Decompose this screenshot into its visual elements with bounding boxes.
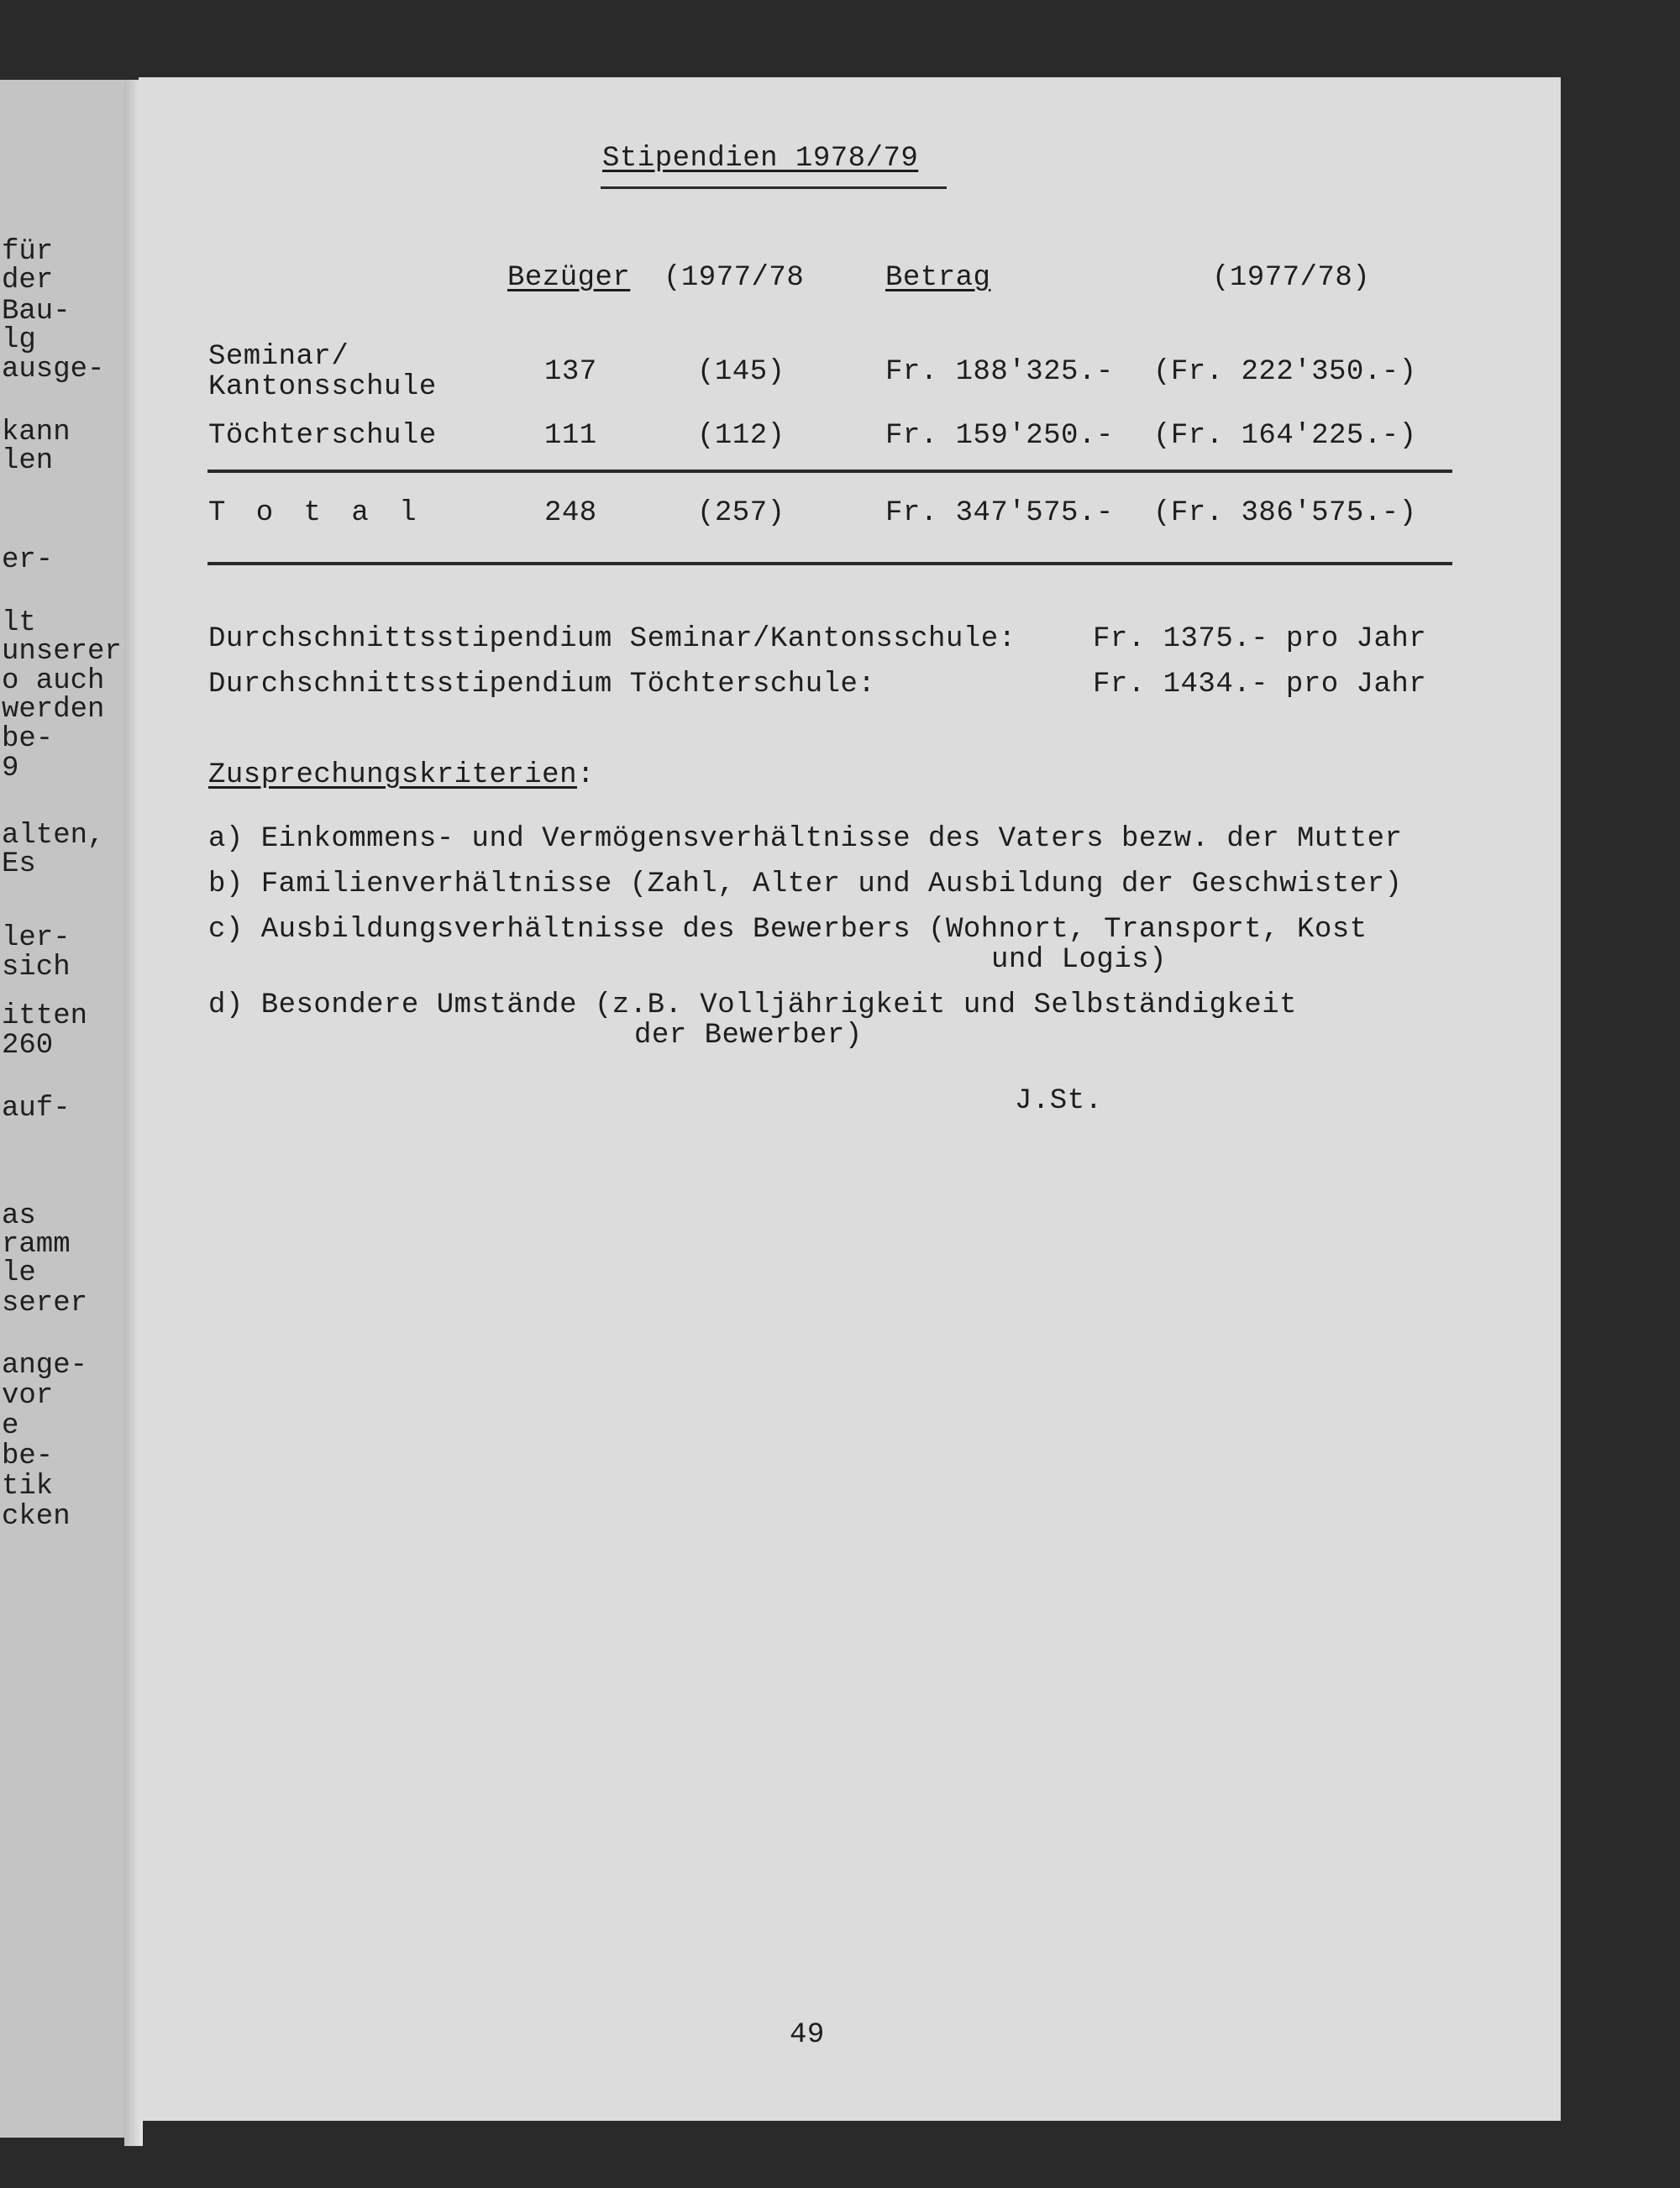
total-amount-prev: (Fr. 386'575.-) xyxy=(1153,497,1417,529)
criteria-item: c) Ausbildungsverhältnisse des Bewerbers (Wohnort, Transport, Kost xyxy=(208,914,1368,946)
left-page-text-fragment: auf- xyxy=(2,1093,71,1125)
row-label: Töchterschule xyxy=(208,420,437,452)
row-amount: Fr. 159'250.- xyxy=(885,420,1114,452)
average-value: Fr. 1434.- pro Jahr xyxy=(1093,669,1427,700)
table-rule-bottom xyxy=(207,562,1452,565)
left-page-text-fragment: lt xyxy=(2,607,36,639)
criteria-item: a) Einkommens- und Vermögensverhältnisse des Vaters bezw. der Mutter xyxy=(208,823,1403,855)
left-page-text-fragment: Es xyxy=(2,848,36,880)
criteria-item-continued: und Logis) xyxy=(991,944,1168,976)
left-page-text-fragment: unserer xyxy=(2,636,122,668)
header-amount: Betrag xyxy=(885,262,991,294)
row-amount-prev: (Fr. 222'350.-) xyxy=(1153,356,1417,388)
criteria-item: b) Familienverhältnisse (Zahl, Alter und Ausbildung der Geschwister) xyxy=(208,868,1403,900)
header-recipients: Bezüger xyxy=(507,262,631,294)
header-amount-prev: (1977/78) xyxy=(1212,262,1371,294)
left-page-text-fragment: serer xyxy=(2,1288,88,1320)
criteria-heading-colon: : xyxy=(576,759,595,791)
criteria-heading xyxy=(208,759,595,791)
total-recipients-prev: (257) xyxy=(697,497,785,529)
row-label: Kantonsschule xyxy=(208,371,437,403)
total-amount: Fr. 347'575.- xyxy=(885,497,1114,529)
row-label: Seminar/ xyxy=(208,341,349,373)
left-page-text-fragment: o auch xyxy=(2,665,105,697)
total-label: T o t a l xyxy=(208,497,423,529)
page-number: 49 xyxy=(790,2019,825,2051)
row-recipients: 111 xyxy=(544,420,597,452)
row-recipients: 137 xyxy=(544,356,597,388)
left-page-text-fragment: be- xyxy=(2,1440,54,1472)
left-page-text-fragment: le xyxy=(2,1257,36,1289)
title-underline xyxy=(601,186,947,189)
criteria-item-continued: der Bewerber) xyxy=(634,1020,863,1052)
left-page-edge xyxy=(0,80,128,2138)
left-page-text-fragment: len xyxy=(2,445,54,477)
average-label: Durchschnittsstipendium Seminar/Kantonsschule: xyxy=(208,623,1016,655)
left-page-text-fragment: 260 xyxy=(2,1030,54,1062)
left-page-text-fragment: für xyxy=(2,236,54,268)
left-page-text-fragment: ler- xyxy=(2,922,71,954)
left-page-text-fragment: vor xyxy=(2,1380,54,1412)
total-recipients: 248 xyxy=(544,497,597,529)
page-title: Stipendien 1978/79 xyxy=(602,143,919,175)
row-amount: Fr. 188'325.- xyxy=(885,356,1114,388)
left-page-text-fragment: be- xyxy=(2,723,54,755)
header-recipients-prev: (1977/78 xyxy=(664,262,805,294)
left-page-text-fragment: 9 xyxy=(2,753,19,784)
left-page-text-fragment: as xyxy=(2,1200,36,1232)
left-page-text-fragment: lg xyxy=(2,324,36,356)
criteria-item: d) Besondere Umstände (z.B. Volljährigkeit und Selbständigkeit xyxy=(208,989,1298,1021)
criteria-heading-text: Zusprechungskriterien xyxy=(208,759,577,791)
left-page-text-fragment: ramm xyxy=(2,1229,71,1261)
left-page-text-fragment: ausge- xyxy=(2,354,105,386)
average-value: Fr. 1375.- pro Jahr xyxy=(1093,623,1427,655)
left-page-text-fragment: Bau- xyxy=(2,296,71,328)
left-page-text-fragment: ange- xyxy=(2,1350,88,1382)
left-page-text-fragment: tik xyxy=(2,1471,54,1503)
left-page-text-fragment: itten xyxy=(2,1000,88,1032)
left-page-text-fragment: er- xyxy=(2,544,54,576)
average-label: Durchschnittsstipendium Töchterschule: xyxy=(208,669,876,700)
row-recipients-prev: (112) xyxy=(697,420,785,452)
table-rule xyxy=(207,470,1452,473)
left-page-text-fragment: werden xyxy=(2,694,105,726)
left-page-text-fragment: der xyxy=(2,265,54,296)
document-page xyxy=(139,77,1561,2121)
left-page-text-fragment: sich xyxy=(2,952,71,984)
row-recipients-prev: (145) xyxy=(697,356,785,388)
row-amount-prev: (Fr. 164'225.-) xyxy=(1153,420,1417,452)
left-page-text-fragment: e xyxy=(2,1410,19,1442)
signature: J.St. xyxy=(1015,1085,1103,1117)
left-page-text-fragment: cken xyxy=(2,1501,71,1533)
left-page-text-fragment: alten, xyxy=(2,820,105,852)
left-page-text-fragment: kann xyxy=(2,417,71,449)
